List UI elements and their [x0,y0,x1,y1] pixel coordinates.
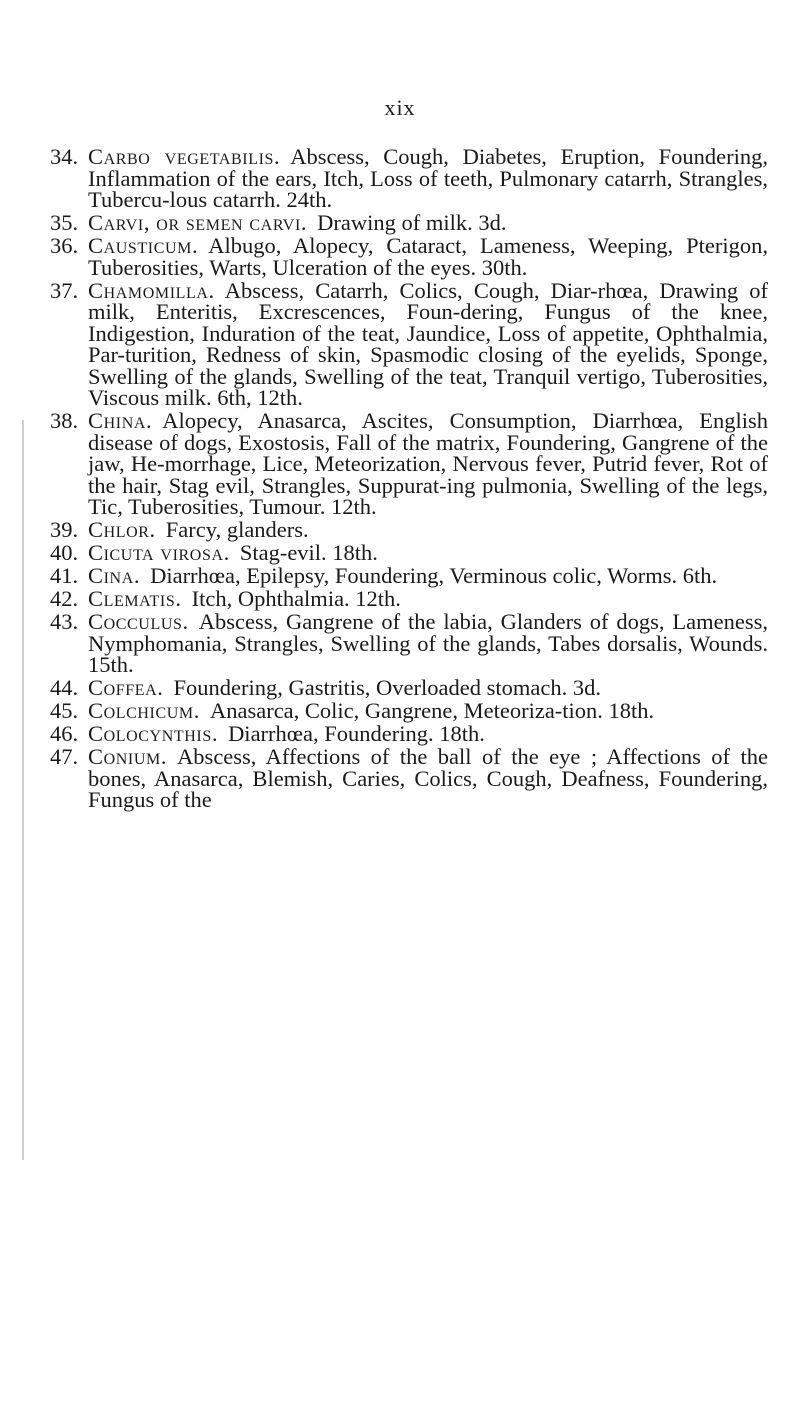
remedy-name: Colocynthis. [88,721,219,746]
remedy-entry [50,700,768,722]
remedy-indications: Abscess, Gangrene of the labia, Glanders of dogs, Lameness, Nymphomania, Strangles, Swelling of the glands, Tabes dorsalis, Wounds. 15th. [88,609,768,677]
remedy-list [50,146,768,812]
remedy-indications: Abscess, Affections of the ball of the eye ; Affections of the bones, Anasarca, Blemish, Caries, Colics, Cough, Deafness, Foundering, Fungus of the [88,744,768,812]
remedy-indications: Stag-evil. 18th. [239,540,378,565]
remedy-entry [50,277,768,410]
entry-number: 47. [50,744,79,769]
remedy-entry [50,146,768,211]
remedy-name: Chamomilla. [88,277,215,303]
page-number: xix [384,95,416,120]
remedy-indications: Itch, Ophthalmia. 12th. [191,586,401,611]
remedy-name: Carbo vegetabilis. [88,144,281,169]
entry-number: 42. [50,586,79,611]
remedy-name: Causticum. [88,233,199,258]
remedy-entry [50,542,768,564]
page-edge-shadow [22,420,24,1160]
remedy-indications: Alopecy, Anasarca, Ascites, Consumption, Diarrhœa, English disease of dogs, Exostosis, Fall of the matrix, Foundering, Gangrene of the jaw, He-morrhage, Lice, Meteorization, Nervous fever, Putrid fever, Rot of the hair, Stag evil, Strangles, Suppurat-ing pulmonia, Swelling of the legs, Tic, Tuberosities, Tumour. 12th. [88,408,768,519]
remedy-indications: Abscess, Cough, Diabetes, Eruption, Foundering, Inflammation of the ears, Itch, Loss of teeth, Pulmonary catarrh, Strangles, Tubercu-lous catarrh. 24th. [88,144,769,212]
remedy-name: Cina. [88,563,141,588]
entry-number: 46. [50,721,79,746]
remedy-name: Cicuta virosa. [88,540,230,565]
remedy-indications: Diarrhœa, Foundering. 18th. [228,721,485,746]
entry-number: 45. [50,698,79,723]
remedy-entry [50,723,768,745]
remedy-indications: Drawing of milk. 3d. [317,210,507,235]
remedy-name: Clematis. [88,586,182,611]
remedy-indications: Albugo, Alopecy, Cataract, Lameness, Weeping, Pterigon, Tuberosities, Warts, Ulceration of the eyes. 30th. [88,233,768,280]
remedy-entry [50,588,768,610]
remedy-name: Cocculus. [88,609,189,634]
remedy-name: Chlor. [88,517,156,542]
entry-number: 40. [50,540,79,565]
remedy-indications: Foundering, Gastritis, Overloaded stomach. 3d. [173,675,601,700]
remedy-indications: Anasarca, Colic, Gangrene, Meteoriza-tion. 18th. [209,698,655,723]
entry-number: 35. [50,210,79,235]
entry-number: 44. [50,675,79,700]
remedy-name: Conium. [88,744,168,769]
remedy-name: Carvi, or semen carvi. [88,210,308,235]
entry-number: 41. [50,563,79,588]
remedy-entry [50,565,768,587]
remedy-entry [50,746,768,811]
entry-number: 36. [50,233,79,258]
remedy-indications: Farcy, glanders. [165,517,309,542]
entry-number: 39. [50,517,79,542]
remedy-entry [50,212,768,234]
entry-number: 37. [50,277,79,303]
entry-number: 34. [50,144,79,169]
entry-number: 38. [50,408,79,433]
remedy-entry [50,519,768,541]
remedy-entry [50,235,768,278]
remedy-name: Coffea. [88,675,164,700]
remedy-entry [50,677,768,699]
remedy-indications: Diarrhœa, Epilepsy, Foundering, Verminous colic, Worms. 6th. [150,563,718,588]
entry-number: 43. [50,609,79,634]
remedy-entry [50,611,768,676]
remedy-indications: Abscess, Catarrh, Colics, Cough, Diar-rhœa, Drawing of milk, Enteritis, Excrescences, Foun-dering, Fungus of the knee, Indigestion, Induration of the teat, Jaundice, Loss of appetite, Ophthalmia, Par-turition, Redness of skin, Spasmodic closing of the eyelids, Sponge, Swelling of the glands, Swelling of the teat, Tranquil vertigo, Tuberosities, Viscous milk. 6th, 12th. [88,277,768,410]
remedy-name: China. [88,408,153,433]
remedy-name: Colchicum. [88,698,200,723]
remedy-entry [50,410,768,518]
